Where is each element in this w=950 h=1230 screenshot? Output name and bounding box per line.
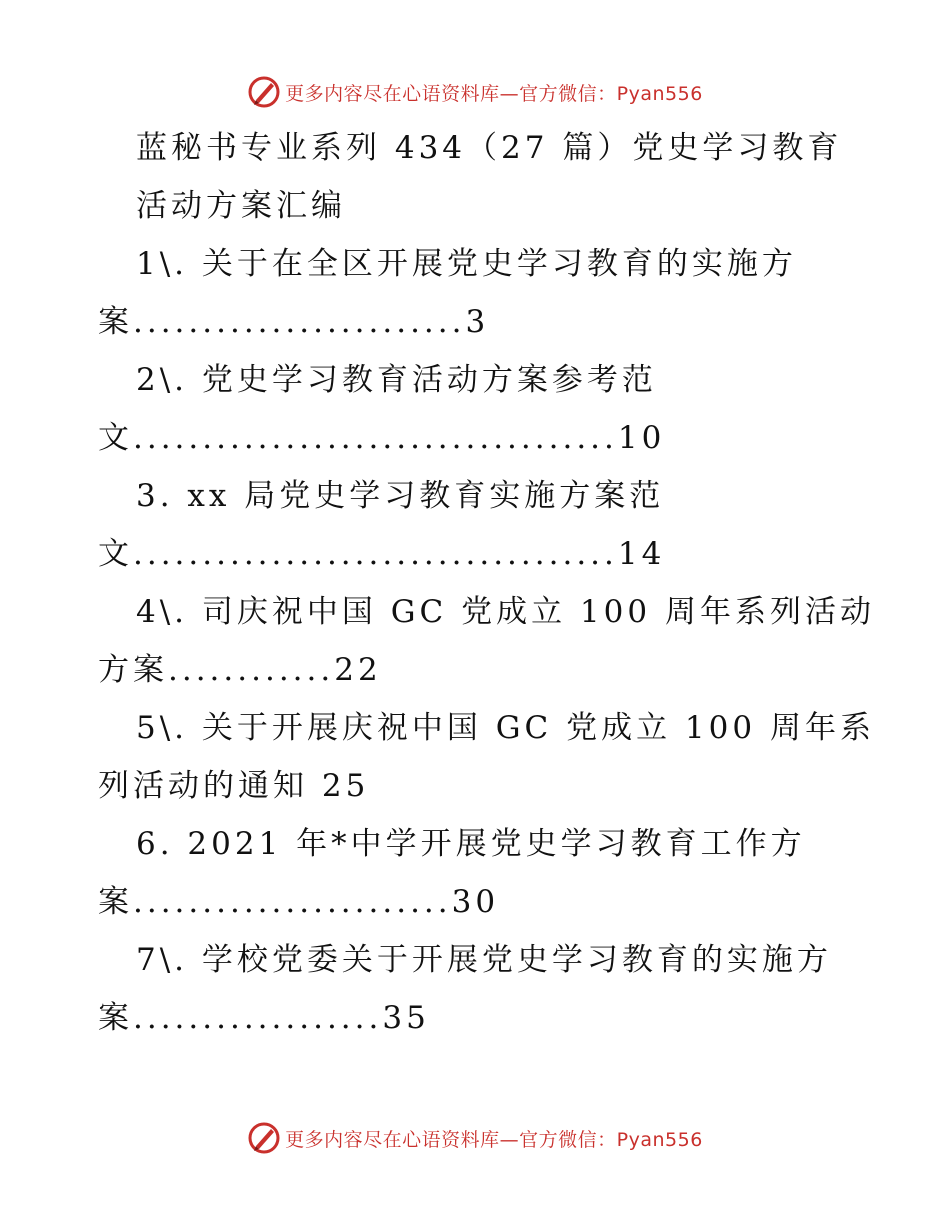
toc-item-4-page: 方案............22: [98, 652, 382, 688]
pen-logo-icon: [247, 1121, 281, 1155]
toc-item-3: 3. xx 局党史学习教育实施方案范: [136, 478, 665, 514]
watermark-text: 更多内容尽在心语资料库—官方微信：Pyan556: [285, 1128, 703, 1151]
toc-item-1: 1\. 关于在全区开展党史学习教育的实施方: [136, 246, 797, 282]
toc-item-4: 4\. 司庆祝中国 GC 党成立 100 周年系列活动: [136, 594, 875, 630]
toc-item-6-page: 案.......................30: [98, 884, 500, 920]
document-title-line-2: 活动方案汇编: [136, 188, 346, 224]
toc-item-7: 7\. 学校党委关于开展党史学习教育的实施方: [136, 942, 832, 978]
toc-item-6: 6. 2021 年*中学开展党史学习教育工作方: [136, 826, 806, 862]
toc-item-7-page: 案..................35: [98, 1000, 430, 1036]
watermark-footer: [0, 1118, 950, 1158]
toc-item-3-page: 文...................................14: [98, 536, 666, 572]
toc-item-2: 2\. 党史学习教育活动方案参考范: [136, 362, 657, 398]
toc-item-1-page: 案........................3: [98, 304, 490, 340]
toc-item-2-page: 文...................................10: [98, 420, 666, 456]
document-title-line-1: 蓝秘书专业系列 434（27 篇）党史学习教育: [136, 130, 843, 166]
watermark-text: 更多内容尽在心语资料库—官方微信：Pyan556: [285, 82, 703, 105]
toc-item-5-page: 列活动的通知 25: [98, 768, 370, 804]
pen-logo-icon: [247, 75, 281, 109]
toc-item-5: 5\. 关于开展庆祝中国 GC 党成立 100 周年系: [136, 710, 875, 746]
watermark-header: [0, 72, 950, 112]
